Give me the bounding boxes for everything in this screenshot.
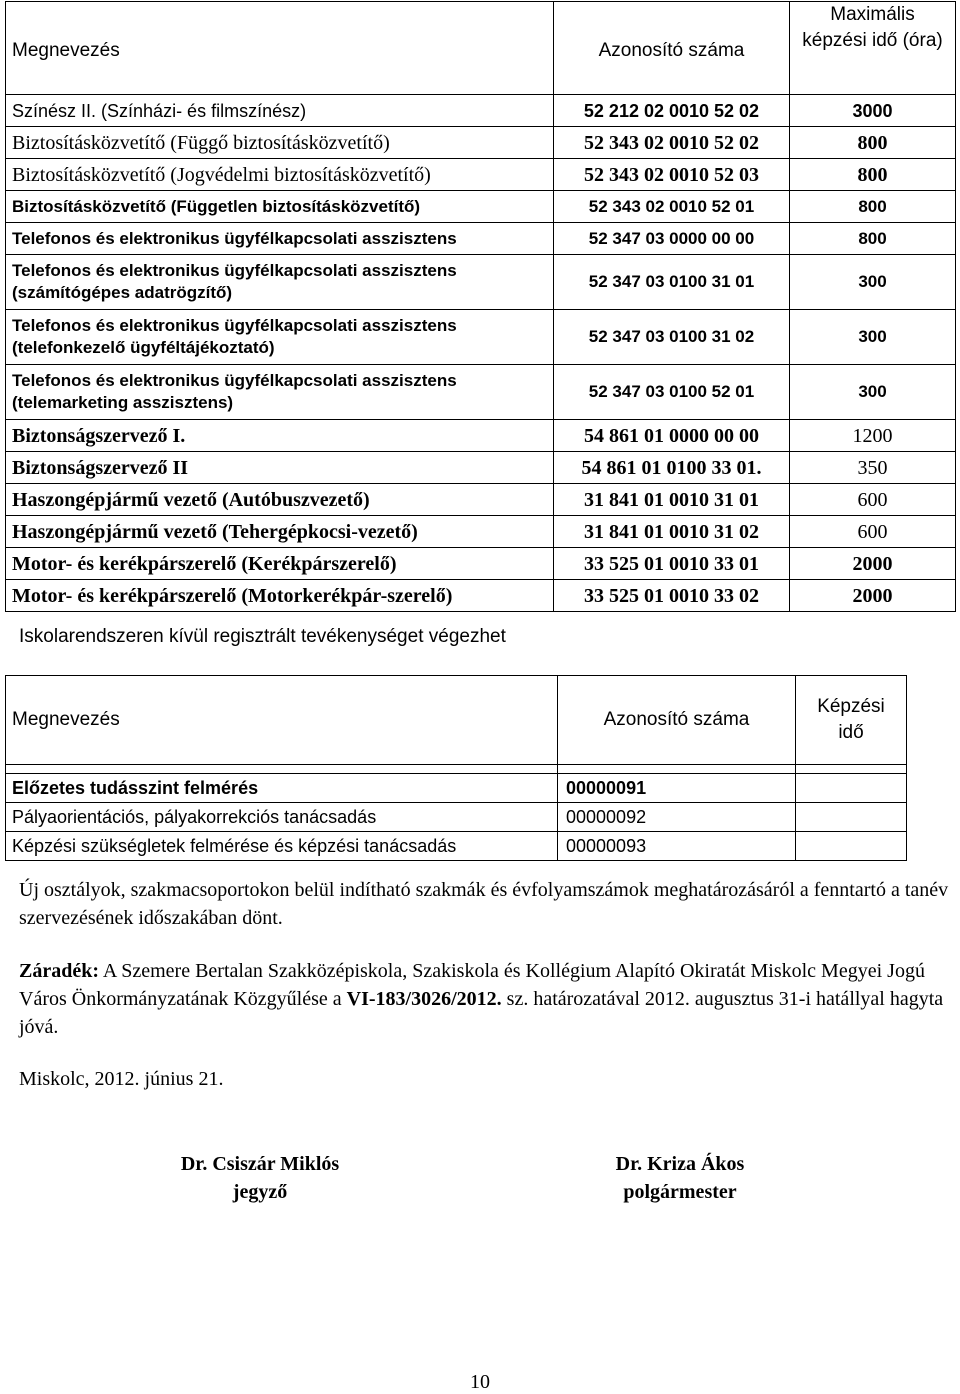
signature-block-clerk xyxy=(150,1150,370,1206)
row-id: 31 841 01 0010 31 02 xyxy=(554,516,790,548)
signatory-role: polgármester xyxy=(623,1181,737,1203)
table-header-row xyxy=(6,676,907,765)
table-row xyxy=(6,159,956,191)
row-hours: 1200 xyxy=(790,420,956,452)
row-name: Haszongépjármű vezető (Autóbuszvezető) xyxy=(6,484,554,516)
table-row xyxy=(6,127,956,159)
paragraph-new-classes: Új osztályok, szakmacsoportokon belül indítható szakmák és évfolyamszámok meghatározásáról a fenntartó a tanév szervezésének időszakában dönt. xyxy=(19,879,949,929)
row-name: Színész II. (Színházi- és filmszínész) xyxy=(6,95,554,127)
row-id: 00000093 xyxy=(558,832,796,861)
row-hours: 3000 xyxy=(790,95,956,127)
table-row xyxy=(6,223,956,255)
table-row xyxy=(6,255,956,310)
row-id: 52 212 02 0010 52 02 xyxy=(554,95,790,127)
header-name: Megnevezés xyxy=(6,2,554,95)
row-id: 00000091 xyxy=(558,774,796,803)
spacer-row xyxy=(6,765,907,774)
row-hours: 800 xyxy=(790,159,956,191)
signatory-name: Dr. Csiszár Miklós xyxy=(180,1153,340,1175)
qualifications-table xyxy=(5,1,956,612)
spacer-cell xyxy=(6,765,558,774)
table-row xyxy=(6,484,956,516)
row-name: Telefonos és elektronikus ügyfélkapcsolati asszisztens (telemarketing asszisztens) xyxy=(6,365,554,420)
row-id: 31 841 01 0010 31 01 xyxy=(554,484,790,516)
table-row xyxy=(6,774,907,803)
row-hours: 800 xyxy=(790,223,956,255)
activities-table xyxy=(5,675,907,861)
clause-text-a: A Szemere Bertalan Szakközépiskola, Szakiskola és Kollégium Alapító Okiratát Miskolc Megyei Jogú Város Önkormányzatának Közgyűlése a xyxy=(19,960,925,1010)
row-name: Biztonságszervező II xyxy=(6,452,554,484)
row-hours: 600 xyxy=(790,484,956,516)
row-id: 52 343 02 0010 52 03 xyxy=(554,159,790,191)
row-name: Haszongépjármű vezető (Tehergépkocsi-vezető) xyxy=(6,516,554,548)
table-row xyxy=(6,516,956,548)
row-id: 52 343 02 0010 52 01 xyxy=(554,191,790,223)
row-name: Biztonságszervező I. xyxy=(6,420,554,452)
paragraph-clause xyxy=(19,957,949,1041)
row-name: Telefonos és elektronikus ügyfélkapcsolati asszisztens (számítógépes adatrögzítő) xyxy=(6,255,554,310)
row-id: 52 343 02 0010 52 02 xyxy=(554,127,790,159)
clause-label: Záradék: xyxy=(19,960,99,982)
row-name: Biztosításközvetítő (Függő biztosításközvetítő) xyxy=(6,127,554,159)
place-date: Miskolc, 2012. június 21. xyxy=(19,1068,224,1090)
table-row xyxy=(6,365,956,420)
row-name: Telefonos és elektronikus ügyfélkapcsolati asszisztens xyxy=(6,223,554,255)
row-name: Biztosításközvetítő (Jogvédelmi biztosításközvetítő) xyxy=(6,159,554,191)
row-hours xyxy=(796,832,907,861)
row-id: 52 347 03 0100 31 01 xyxy=(554,255,790,310)
row-hours: 300 xyxy=(790,310,956,365)
header-name: Megnevezés xyxy=(6,676,558,765)
resolution-number: VI-183/3026/2012. xyxy=(346,988,502,1010)
table-header-row xyxy=(6,2,956,95)
row-name: Motor- és kerékpárszerelő (Kerékpárszerelő) xyxy=(6,548,554,580)
row-name: Biztosításközvetítő (Független biztosításközvetítő) xyxy=(6,191,554,223)
row-id: 33 525 01 0010 33 02 xyxy=(554,580,790,612)
row-hours xyxy=(796,774,907,803)
row-hours: 2000 xyxy=(790,548,956,580)
table-row xyxy=(6,580,956,612)
row-id: 54 861 01 0000 00 00 xyxy=(554,420,790,452)
table-row xyxy=(6,95,956,127)
clause-text-b: sz. határozatával 2012. augusztus 31-i hatállyal hagyta jóvá. xyxy=(19,988,944,1038)
table-row xyxy=(6,548,956,580)
row-id: 00000092 xyxy=(558,803,796,832)
row-hours: 300 xyxy=(790,365,956,420)
header-hours: Maximális képzési idő (óra) xyxy=(790,2,956,95)
row-id: 52 347 03 0100 31 02 xyxy=(554,310,790,365)
row-hours: 300 xyxy=(790,255,956,310)
row-hours: 2000 xyxy=(790,580,956,612)
header-hours: Képzési idő xyxy=(796,676,907,765)
table-row xyxy=(6,803,907,832)
row-id: 52 347 03 0000 00 00 xyxy=(554,223,790,255)
table-row xyxy=(6,452,956,484)
signature-block-mayor xyxy=(570,1150,790,1206)
row-hours: 800 xyxy=(790,191,956,223)
row-name: Pályaorientációs, pályakorrekciós tanácsadás xyxy=(6,803,558,832)
table-row xyxy=(6,310,956,365)
row-id: 52 347 03 0100 52 01 xyxy=(554,365,790,420)
row-hours xyxy=(796,803,907,832)
row-name: Képzési szükségletek felmérése és képzési tanácsadás xyxy=(6,832,558,861)
row-hours: 350 xyxy=(790,452,956,484)
header-id: Azonosító száma xyxy=(554,2,790,95)
page-number: 10 xyxy=(470,1371,490,1393)
row-name: Telefonos és elektronikus ügyfélkapcsolati asszisztens (telefonkezelő ügyféltájékoztató) xyxy=(6,310,554,365)
row-id: 33 525 01 0010 33 01 xyxy=(554,548,790,580)
registration-note: Iskolarendszeren kívül regisztrált tevékenységet végezhet xyxy=(19,626,506,647)
row-name: Motor- és kerékpárszerelő (Motorkerékpár-szerelő) xyxy=(6,580,554,612)
table-row xyxy=(6,191,956,223)
table-row xyxy=(6,832,907,861)
signatory-role: jegyző xyxy=(232,1181,288,1203)
table-row xyxy=(6,420,956,452)
row-id: 54 861 01 0100 33 01. xyxy=(554,452,790,484)
row-hours: 800 xyxy=(790,127,956,159)
header-id: Azonosító száma xyxy=(558,676,796,765)
row-name: Előzetes tudásszint felmérés xyxy=(6,774,558,803)
spacer-cell xyxy=(796,765,907,774)
signatory-name: Dr. Kriza Ákos xyxy=(615,1153,745,1175)
spacer-cell xyxy=(558,765,796,774)
row-hours: 600 xyxy=(790,516,956,548)
